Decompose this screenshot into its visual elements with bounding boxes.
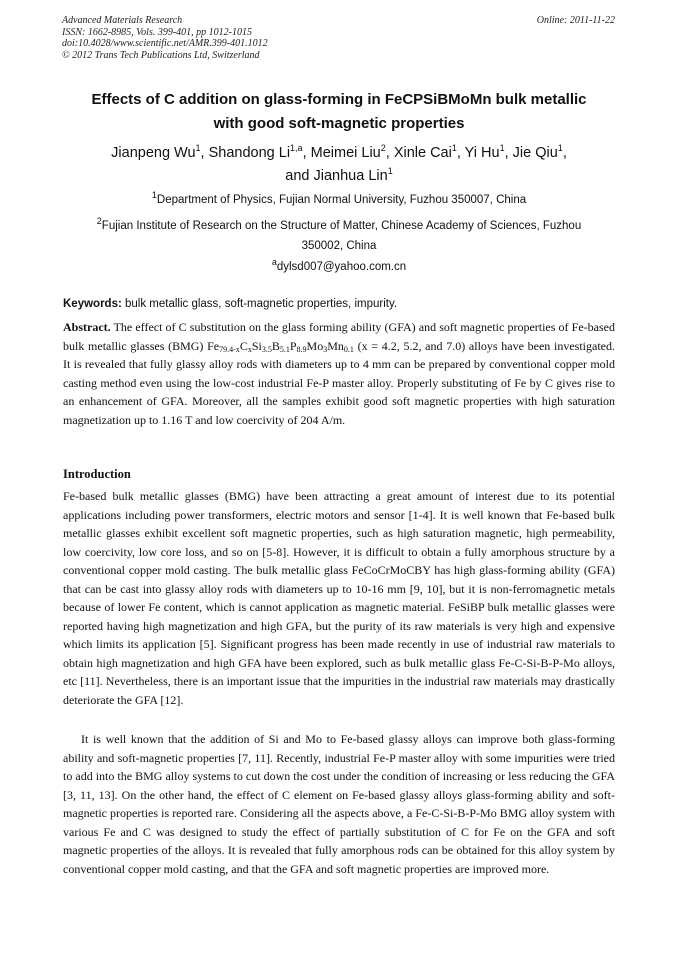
- author-affil-mark: 2: [380, 143, 386, 154]
- author-name: Jianpeng Wu: [111, 145, 196, 161]
- author-line-1: [50, 142, 628, 165]
- journal-header: [62, 15, 268, 61]
- author-email: [50, 257, 628, 277]
- formula-subscript: 3: [323, 344, 328, 354]
- formula-subscript: x: [247, 344, 252, 354]
- affil-mark: 1: [151, 190, 157, 201]
- formula-element: Mn: [327, 338, 344, 353]
- affiliation-1: [50, 190, 628, 210]
- online-date: Online: 2011-11-22: [536, 15, 615, 26]
- keywords-line: [63, 297, 615, 312]
- author-name: Jie Qiu: [512, 145, 558, 161]
- author-separator: ,: [562, 145, 567, 161]
- affil-line: 350002, China: [301, 240, 377, 252]
- section-heading-introduction: Introduction: [63, 467, 131, 481]
- author-name: Meimei Liu: [310, 145, 381, 161]
- author-name: Xinle Cai: [393, 145, 452, 161]
- copyright-line: © 2012 Trans Tech Publications Ltd, Switzerland: [62, 49, 260, 61]
- journal-name: Advanced Materials Research: [62, 15, 183, 26]
- keywords-label: Keywords:: [63, 298, 122, 310]
- doi-line[interactable]: doi:10.4028/www.scientific.net/AMR.399-401.1012: [62, 38, 268, 49]
- paper-title: [50, 88, 628, 136]
- author-affil-mark: 1: [195, 143, 201, 154]
- author-affil-mark: 1: [499, 143, 505, 154]
- author-affil-mark: 1: [451, 143, 457, 154]
- abstract-text: (x = 4.2, 5.2, and 7.0) alloys have been investigated. It is revealed that fully glassy alloy rods with diameters up to 4 mm can be prepared by conventional copper mold casting method even using the low-cost industrial Fe-P master alloy. Properly substituting of Fe by C gives rise to an enhancement of GFA. Moreover, all the samples exhibit good soft magnetic properties with high saturation magnetization up to 1.16 T and low coercivity of 204 A/m.: [63, 338, 615, 427]
- keywords-text: bulk metallic glass, soft-magnetic properties, impurity.: [121, 298, 398, 310]
- formula-subscript: 3.5: [261, 344, 272, 354]
- intro-paragraph-2: It is well known that the addition of Si and Mo to Fe-based glassy alloys can improve both glass-forming ability and soft-magnetic properties [7, 11]. Recently, industrial Fe-P master alloy with some impurities were tried to add into the BMG alloy systems to cut down the cost under the condition of increasing or less reducing the GFA [3, 11, 13]. On the other hand, the effect of C element on Fe-based glassy alloys glass-forming ability and soft-magnetic properties is reported rare. Considering all the aspects above, a Fe-C-Si-B-P-Mo BMG alloy system with various Fe and C was designed to study the effect of partially substitution of C for Fe on the GFA and soft magnetic properties of the alloys. It is revealed that fully amorphous rods can be obtained for this alloy system by conventional copper mold casting, and that the GFA and soft magnetic properties are improved more.: [63, 732, 615, 876]
- issn-line: ISSN: 1662-8985, Vols. 399-401, pp 1012-1015: [62, 26, 252, 38]
- author-separator: ,: [504, 145, 513, 161]
- formula-element: C: [239, 338, 248, 353]
- formula-element: Mo: [306, 338, 324, 353]
- affil-line: [50, 216, 628, 236]
- formula-subscript: 79.4-x: [219, 344, 240, 354]
- affil-text: Department of Physics, Fujian Normal University, Fuzhou 350007, China: [156, 194, 527, 206]
- formula-subscript: 5.1: [279, 344, 290, 354]
- author-name: Yi Hu: [464, 145, 500, 161]
- affiliation-2: [50, 216, 628, 256]
- author-separator: ,: [385, 145, 394, 161]
- author-line-2: [50, 165, 628, 188]
- abstract-label: Abstract.: [63, 320, 111, 334]
- title-line-1: Effects of C addition on glass-forming in FeCPSiBMoMn bulk metallic: [91, 91, 587, 108]
- author-affil-mark: 1,a: [290, 143, 303, 154]
- author-separator: ,: [200, 145, 209, 161]
- abstract-paragraph: [63, 318, 615, 429]
- formula-element: B: [271, 338, 280, 353]
- author-affil-mark: 1: [387, 166, 393, 177]
- author-name: Shandong Li: [208, 145, 291, 161]
- formula-subscript: 0.1: [343, 344, 354, 354]
- formula-subscript: 8.9: [296, 344, 307, 354]
- abstract-text: The effect of C substitution on the glass forming ability (GFA) and soft magnetic properties of Fe-based bulk metallic glasses (BMG) Fe: [63, 320, 615, 353]
- formula-element: Si: [251, 338, 262, 353]
- email-address[interactable]: dylsd007@yahoo.com.cn: [276, 261, 407, 273]
- author-affil-mark: 1: [557, 143, 563, 154]
- intro-paragraph-1: Fe-based bulk metallic glasses (BMG) have been attracting a great amount of interest due to its potential applications including power transformers, electric motors and sensor [1-4]. It is well known that Fe-based bulk metallic glasses exhibit excellent soft magnetic properties, such as high saturation magnetic, high permeability, low coercivity, low core loss, and so on [5-8]. However, it is difficult to obtain a fully amorphous structure by a conventional copper mold casting. The bulk metallic glass FeCoCrMoCBY has high glass-forming ability (GFA) that can be cast into glassy alloy rods with diameters up to 10-16 mm [9, 10], but it is non-ferromagnetic metals because of lower Fe content, which is cannot application as magnetic material. FeSiBP bulk metallic glasses were reported having high magnetization and high GFA, but the purity of its raw materials is very high and expensive which limits its application [5]. Significant progress has been made recently in use of industrial raw materials to obtain high magnetization and high GFA have been explored, such as bulk metallic glass Fe-C-Si-B-P-Mo alloys, etc [11]. Nevertheless, there is an important issue that the impurities in the industrial raw materials may drastically deteriorate the GFA [12].: [63, 489, 615, 707]
- author-list: [50, 142, 628, 188]
- author-name: and Jianhua Lin: [285, 168, 388, 184]
- title-line-2: with good soft-magnetic properties: [213, 115, 465, 132]
- author-separator: ,: [302, 145, 311, 161]
- email-mark: a: [271, 257, 277, 268]
- author-separator: ,: [456, 145, 465, 161]
- formula-element: P: [289, 338, 297, 353]
- affil-mark: 2: [96, 216, 102, 227]
- affil-text: Fujian Institute of Research on the Structure of Matter, Chinese Academy of Sciences, Fuzhou: [101, 220, 582, 232]
